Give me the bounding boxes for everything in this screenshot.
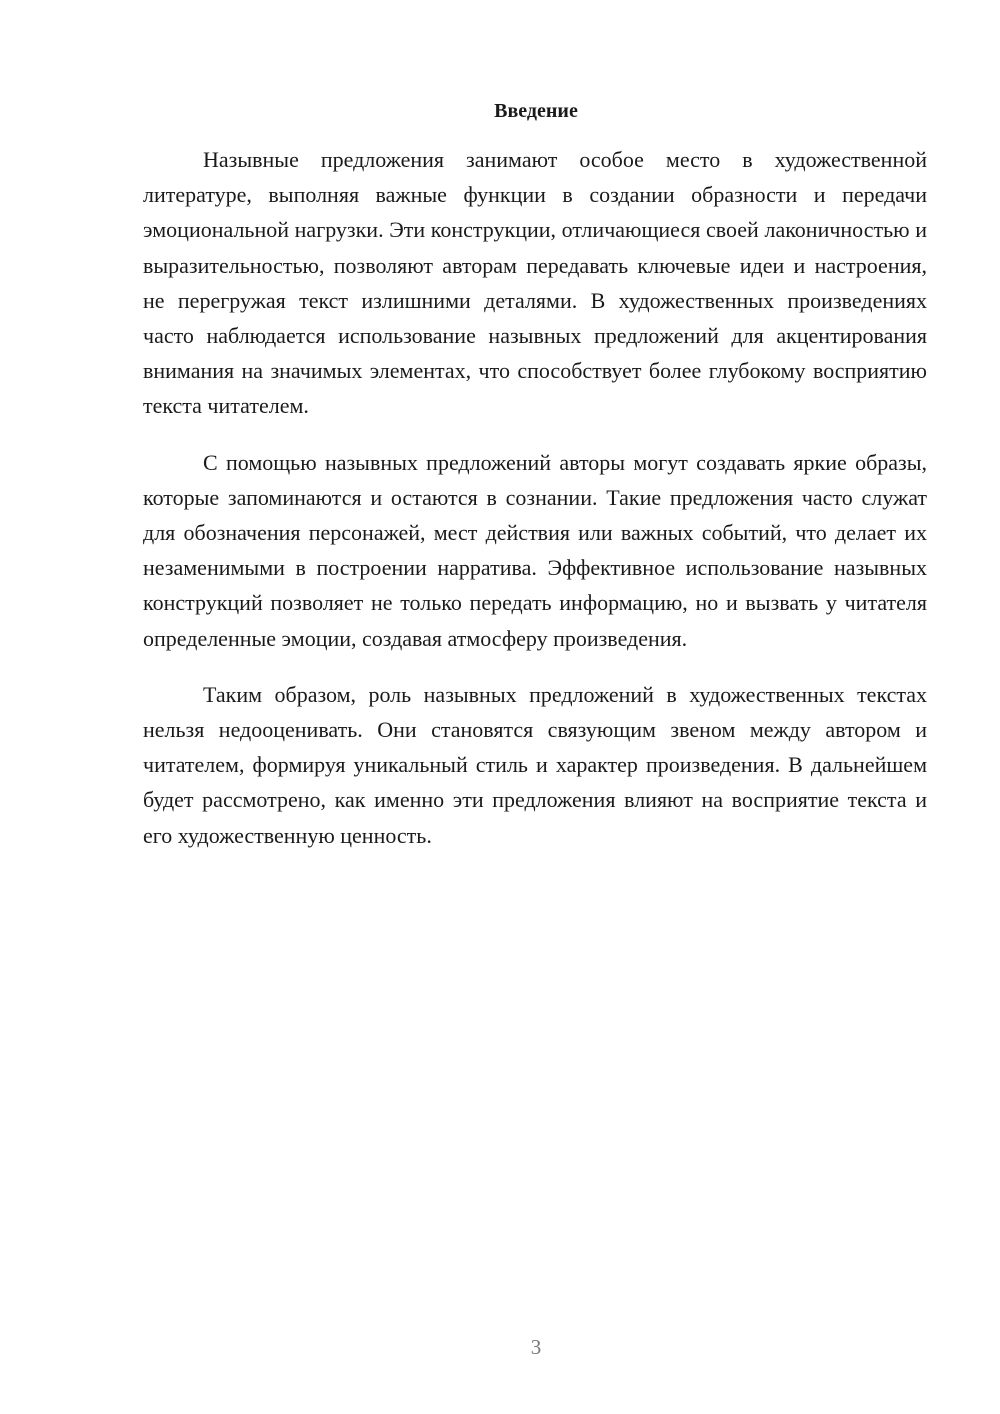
body-text (143, 142, 927, 853)
section-title: Введение (494, 100, 578, 122)
page-number: 3 (530, 1335, 542, 1359)
paragraph-1: Назывные предложения занимают особое место в художественной литературе, выполняя важные функции в создании образности и передачи эмоциональной нагрузки. Эти конструкции, отличающиеся своей лаконичностью и выразительностью, позволяют авторам передавать ключевые идеи и настроения, не перегружая текст излишними деталями. В художественных произведениях часто наблюдается использование назывных предложений для акцентирования внимания на значимых элементах, что способствует более глубокому восприятию текста читателем. (143, 147, 927, 419)
paragraph-3: Таким образом, роль назывных предложений в художественных текстах нельзя недооценивать. Они становятся связующим звеном между автором и читателем, формируя уникальный стиль и характер произведения. В дальнейшем будет рассмотрено, как именно эти предложения влияют на восприятие текста и его художественную ценность. (143, 681, 927, 848)
paragraph-2: С помощью назывных предложений авторы могут создавать яркие образы, которые запоминаются и остаются в сознании. Такие предложения часто служат для обозначения персонажей, мест действия или важных событий, что делает их незаменимыми в построении нарратива. Эффективное использование назывных конструкций позволяет не только передать информацию, но и вызвать у читателя определенные эмоции, создавая атмосферу произведения. (143, 449, 927, 651)
